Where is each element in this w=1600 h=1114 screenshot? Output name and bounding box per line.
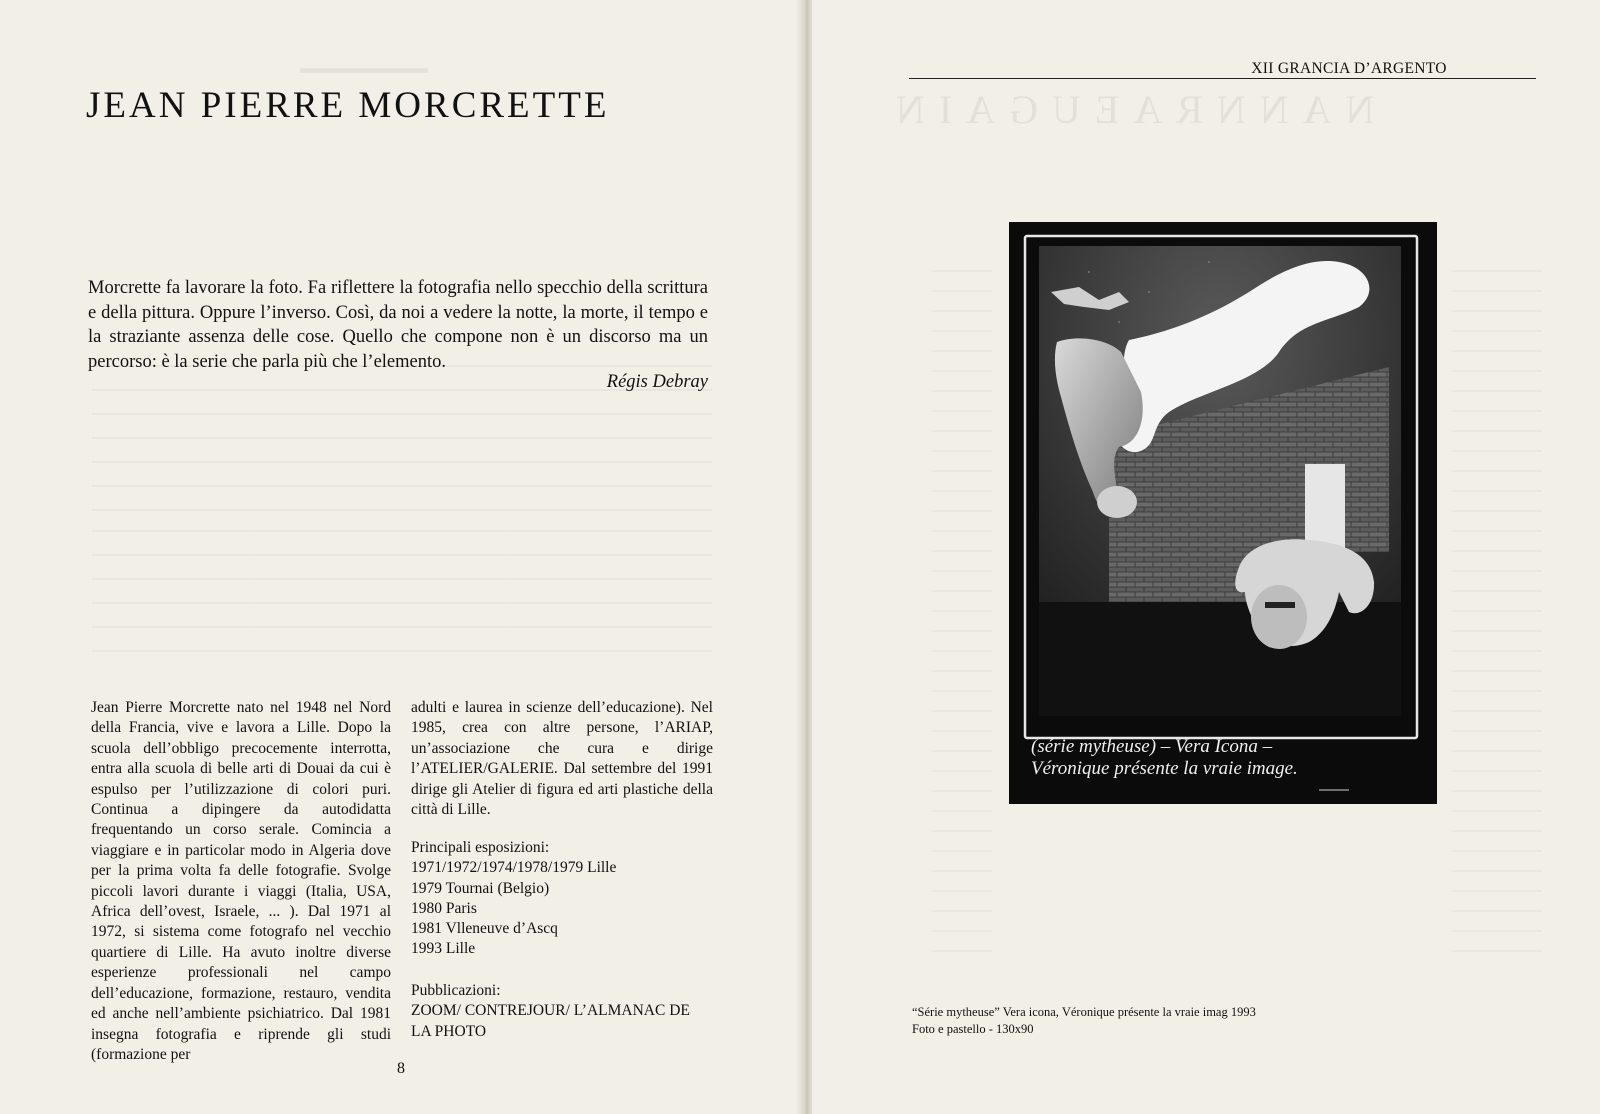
exhibition-item: 1980 Paris <box>411 899 477 917</box>
show-through-lines <box>932 270 992 970</box>
exhibitions-list <box>411 838 711 960</box>
show-through-title: NANNRAEUGAIN <box>882 87 1375 132</box>
header-rule <box>909 78 1536 79</box>
exhibition-item: 1981 Vlleneuve d’Ascq <box>411 920 558 938</box>
running-head: XII GRANCIA D’ARGENTO <box>1251 60 1447 77</box>
artwork-caption <box>912 1004 1256 1038</box>
artwork-photo <box>1009 222 1437 804</box>
page-number: 8 <box>397 1060 405 1077</box>
right-page <box>812 0 1600 1114</box>
bio-column-1: Jean Pierre Morcrette nato nel 1948 nel Nord della Francia, vive e lavora a Lille. Dopo la scuola dell’obbligo precocemente interrotta, entra alla scuola di belle arti di Douai da cui è espulso per l’utilizzazione di colori puri. Continua a dipingere da autodidatta frequentando un corso serale. Comincia a viaggiare e in particolar modo in Algeria dove per la prima volta fa delle fotografie. Svolge piccoli lavori durante i viaggi (Italia, USA, Africa dell’ovest, Israele, ... ). Dal 1971 al 1972, si sistema come fotografo nel vecchio quartiere di Lille. Ha avuto inoltre diverse esperienze professionali nel campo dell’educazione, formazione, restauro, vendita ed anche nell’ambiente psichiatrico. Dal 1981 insegna fotografia e riprende gli studi (formazione per <box>91 699 391 1063</box>
caption-line-1: “Série mytheuse” Vera icona, Véronique présente la vraie imag 1993 <box>912 1005 1256 1019</box>
publications-list <box>411 981 711 1042</box>
show-through-lines <box>92 530 712 670</box>
artwork-inscription-line-1: (série mytheuse) – Vera Icona – <box>1031 736 1273 757</box>
exhibitions-heading: Principali esposizioni: <box>411 839 550 856</box>
caption-line-2: Foto e pastello - 130x90 <box>912 1022 1034 1036</box>
page-title: JEAN PIERRE MORCRETTE <box>86 85 610 126</box>
quote-text: Morcrette fa lavorare la foto. Fa riflettere la fotografia nello specchio della scrittura e della pittura. Oppure l’inverso. Così, da noi a vedere la notte, la morte, il tempo e la straziante assenza delle cose. Quello che compone non è un discorso ma un percorso: è la serie che parla più che l’elemento. <box>88 278 708 372</box>
publication-item: ZOOM/ CONTREJOUR/ L’ALMANAC DE <box>411 1002 690 1020</box>
publications-heading: Pubblicazioni: <box>411 982 501 999</box>
bio-column-2: adulti e laurea in scienze dell’educazione). Nel 1985, crea con altre persone, l’ARIAP, un’associazione che cura e dirige l’ATELIER/GALERIE. Dal settembre del 1991 dirige gli Atelier di figura ed arti plastiche della città di Lille. <box>411 699 713 819</box>
exhibition-item: 1971/1972/1974/1978/1979 Lille <box>411 859 617 877</box>
exhibition-item: 1979 Tournai (Belgio) <box>411 879 550 897</box>
exhibition-item: 1993 Lille <box>411 940 476 958</box>
show-through-lines <box>1452 270 1542 970</box>
publication-item: LA PHOTO <box>411 1022 487 1040</box>
quote-author: Régis Debray <box>606 372 708 392</box>
artwork-inscription-line-2: Véronique présente la vraie image. <box>1031 758 1298 779</box>
show-through-text: ▬▬▬▬▬▬▬▬ <box>300 60 428 77</box>
artwork-image <box>1009 222 1437 804</box>
